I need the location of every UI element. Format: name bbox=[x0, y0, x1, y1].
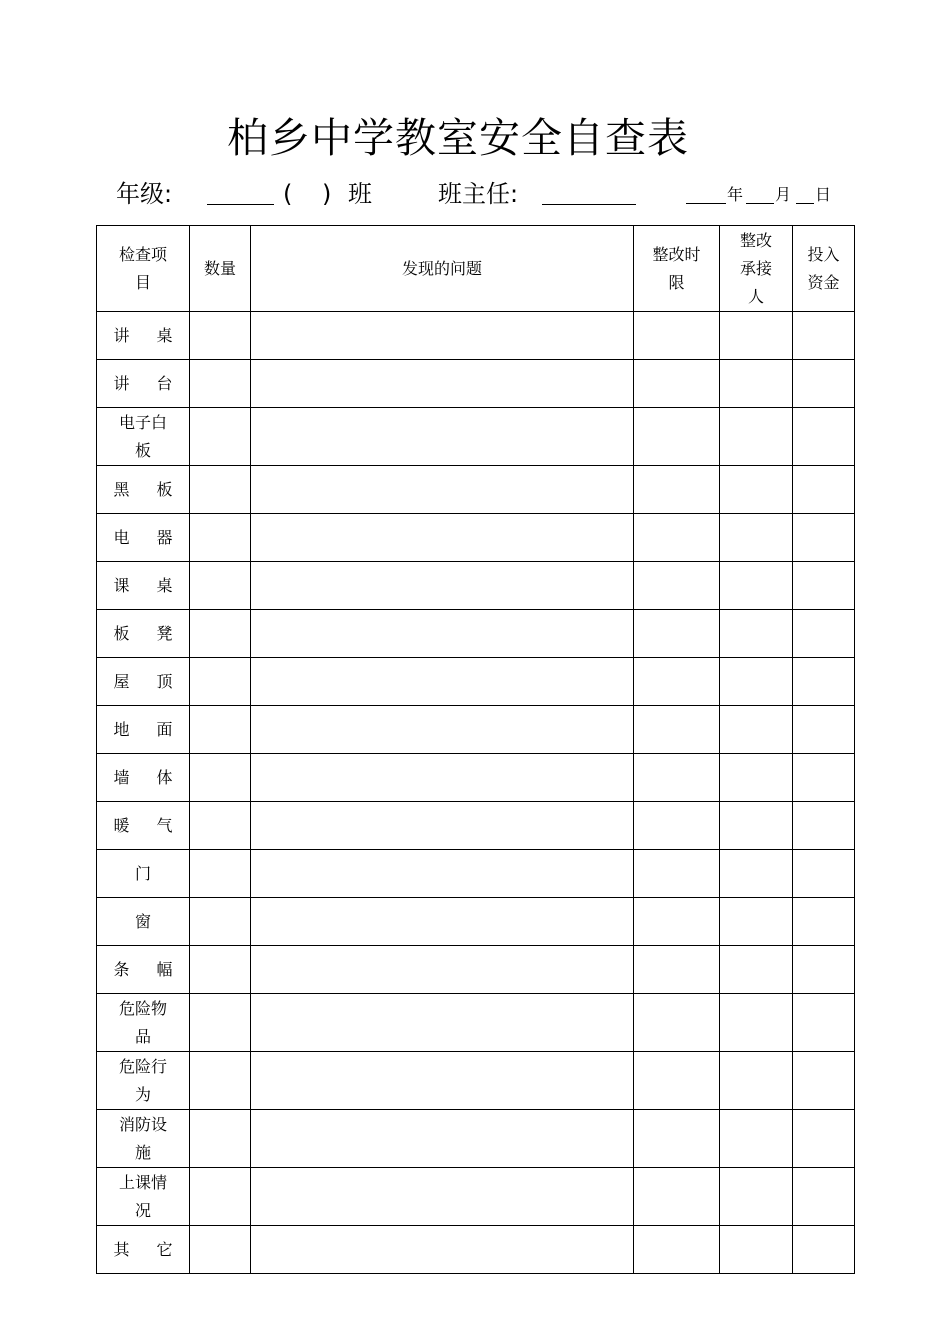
deadline-cell[interactable] bbox=[634, 898, 720, 946]
quantity-cell[interactable] bbox=[190, 850, 251, 898]
issues-cell[interactable] bbox=[251, 1226, 634, 1274]
row-item-cell bbox=[97, 1168, 190, 1226]
grade-label: 年级: bbox=[116, 180, 173, 208]
row-item-cell bbox=[97, 898, 190, 946]
deadline-cell[interactable] bbox=[634, 312, 720, 360]
teacher-blank[interactable] bbox=[542, 204, 636, 205]
column-header-funds: 投入资金 bbox=[793, 226, 855, 312]
issues-cell[interactable] bbox=[251, 898, 634, 946]
deadline-cell[interactable] bbox=[634, 706, 720, 754]
deadline-cell[interactable] bbox=[634, 754, 720, 802]
table-row bbox=[97, 706, 855, 754]
table-row bbox=[97, 802, 855, 850]
responsible-cell[interactable] bbox=[720, 1052, 793, 1110]
deadline-cell[interactable] bbox=[634, 408, 720, 466]
deadline-cell[interactable] bbox=[634, 466, 720, 514]
row-item-label: 讲 台 bbox=[113, 373, 173, 393]
table-row bbox=[97, 946, 855, 994]
row-item-cell bbox=[97, 408, 190, 466]
month-blank[interactable] bbox=[746, 203, 774, 204]
class-label: 班 bbox=[348, 180, 372, 208]
row-item-cell bbox=[97, 1110, 190, 1168]
row-item-label: 暖 气 bbox=[113, 815, 173, 835]
paren-close: ) bbox=[322, 180, 332, 208]
responsible-cell[interactable] bbox=[720, 754, 793, 802]
row-item-label: 讲 桌 bbox=[113, 325, 173, 345]
column-header-issues: 发现的问题 bbox=[251, 226, 634, 312]
year-label: 年 bbox=[727, 185, 744, 204]
row-item-label: 电 器 bbox=[113, 527, 173, 547]
issues-cell[interactable] bbox=[251, 1168, 634, 1226]
day-label: 日 bbox=[815, 185, 832, 204]
funds-cell[interactable] bbox=[793, 802, 855, 850]
issues-cell[interactable] bbox=[251, 994, 634, 1052]
issues-cell[interactable] bbox=[251, 408, 634, 466]
deadline-cell[interactable] bbox=[634, 802, 720, 850]
row-item-label: 墙 体 bbox=[113, 767, 173, 787]
row-item-label: 上课情况 bbox=[118, 1172, 167, 1220]
column-header-item: 检查项目 bbox=[97, 226, 190, 312]
responsible-cell[interactable] bbox=[720, 562, 793, 610]
row-item-cell bbox=[97, 754, 190, 802]
row-item-label: 消防设施 bbox=[118, 1114, 167, 1162]
funds-cell[interactable] bbox=[793, 898, 855, 946]
row-item-cell bbox=[97, 1226, 190, 1274]
responsible-cell[interactable] bbox=[720, 658, 793, 706]
month-label: 月 bbox=[775, 185, 792, 204]
row-item-label: 危险物品 bbox=[118, 998, 167, 1046]
responsible-cell[interactable] bbox=[720, 360, 793, 408]
responsible-cell[interactable] bbox=[720, 898, 793, 946]
row-item-cell bbox=[97, 1052, 190, 1110]
responsible-cell[interactable] bbox=[720, 946, 793, 994]
issues-cell[interactable] bbox=[251, 946, 634, 994]
deadline-cell[interactable] bbox=[634, 1168, 720, 1226]
funds-cell[interactable] bbox=[793, 562, 855, 610]
row-item-cell bbox=[97, 994, 190, 1052]
responsible-cell[interactable] bbox=[720, 802, 793, 850]
quantity-cell[interactable] bbox=[190, 706, 251, 754]
table-row bbox=[97, 312, 855, 360]
funds-cell[interactable] bbox=[793, 754, 855, 802]
day-blank[interactable] bbox=[796, 203, 814, 204]
table-header-row bbox=[97, 226, 855, 312]
table-row bbox=[97, 850, 855, 898]
issues-cell[interactable] bbox=[251, 658, 634, 706]
row-item-cell bbox=[97, 850, 190, 898]
funds-cell[interactable] bbox=[793, 466, 855, 514]
funds-cell[interactable] bbox=[793, 850, 855, 898]
funds-cell[interactable] bbox=[793, 1110, 855, 1168]
deadline-cell[interactable] bbox=[634, 1110, 720, 1168]
quantity-cell[interactable] bbox=[190, 360, 251, 408]
funds-cell[interactable] bbox=[793, 408, 855, 466]
row-item-label: 条 幅 bbox=[113, 959, 173, 979]
row-item-label: 课 桌 bbox=[113, 575, 173, 595]
table-row bbox=[97, 1226, 855, 1274]
quantity-cell[interactable] bbox=[190, 946, 251, 994]
row-item-cell bbox=[97, 360, 190, 408]
quantity-cell[interactable] bbox=[190, 466, 251, 514]
table-row bbox=[97, 994, 855, 1052]
quantity-cell[interactable] bbox=[190, 658, 251, 706]
quantity-cell[interactable] bbox=[190, 898, 251, 946]
issues-cell[interactable] bbox=[251, 754, 634, 802]
deadline-cell[interactable] bbox=[634, 946, 720, 994]
column-header-quantity: 数量 bbox=[190, 226, 251, 312]
responsible-cell[interactable] bbox=[720, 706, 793, 754]
issues-cell[interactable] bbox=[251, 514, 634, 562]
quantity-cell[interactable] bbox=[190, 1052, 251, 1110]
row-item-label: 窗 bbox=[134, 911, 151, 931]
quantity-cell[interactable] bbox=[190, 1226, 251, 1274]
issues-cell[interactable] bbox=[251, 562, 634, 610]
table-row bbox=[97, 360, 855, 408]
responsible-cell[interactable] bbox=[720, 1226, 793, 1274]
table-row bbox=[97, 610, 855, 658]
inspection-table-body bbox=[97, 226, 855, 1274]
responsible-cell[interactable] bbox=[720, 312, 793, 360]
issues-cell[interactable] bbox=[251, 466, 634, 514]
row-item-label: 地 面 bbox=[113, 719, 173, 739]
row-item-cell bbox=[97, 802, 190, 850]
quantity-cell[interactable] bbox=[190, 802, 251, 850]
funds-cell[interactable] bbox=[793, 706, 855, 754]
row-item-label: 电子白板 bbox=[118, 412, 167, 460]
funds-cell[interactable] bbox=[793, 1052, 855, 1110]
row-item-cell bbox=[97, 514, 190, 562]
issues-cell[interactable] bbox=[251, 610, 634, 658]
issues-cell[interactable] bbox=[251, 312, 634, 360]
table-row bbox=[97, 658, 855, 706]
responsible-cell[interactable] bbox=[720, 850, 793, 898]
quantity-cell[interactable] bbox=[190, 1168, 251, 1226]
table-row bbox=[97, 1052, 855, 1110]
table-row bbox=[97, 466, 855, 514]
quantity-cell[interactable] bbox=[190, 514, 251, 562]
row-item-cell bbox=[97, 562, 190, 610]
responsible-cell[interactable] bbox=[720, 466, 793, 514]
row-item-label: 门 bbox=[134, 863, 151, 883]
funds-cell[interactable] bbox=[793, 658, 855, 706]
issues-cell[interactable] bbox=[251, 850, 634, 898]
funds-cell[interactable] bbox=[793, 1168, 855, 1226]
row-item-cell bbox=[97, 610, 190, 658]
quantity-cell[interactable] bbox=[190, 610, 251, 658]
deadline-cell[interactable] bbox=[634, 1226, 720, 1274]
issues-cell[interactable] bbox=[251, 706, 634, 754]
responsible-cell[interactable] bbox=[720, 408, 793, 466]
quantity-cell[interactable] bbox=[190, 408, 251, 466]
column-header-responsible: 整改承接人 bbox=[720, 226, 793, 312]
funds-cell[interactable] bbox=[793, 312, 855, 360]
deadline-cell[interactable] bbox=[634, 514, 720, 562]
teacher-label: 班主任: bbox=[438, 180, 519, 208]
deadline-cell[interactable] bbox=[634, 562, 720, 610]
quantity-cell[interactable] bbox=[190, 754, 251, 802]
paren-open: ( bbox=[283, 180, 293, 208]
table-row bbox=[97, 754, 855, 802]
deadline-cell[interactable] bbox=[634, 850, 720, 898]
funds-cell[interactable] bbox=[793, 1226, 855, 1274]
deadline-cell[interactable] bbox=[634, 994, 720, 1052]
table-row bbox=[97, 1168, 855, 1226]
row-item-cell bbox=[97, 946, 190, 994]
quantity-cell[interactable] bbox=[190, 994, 251, 1052]
year-blank[interactable] bbox=[686, 203, 726, 204]
issues-cell[interactable] bbox=[251, 360, 634, 408]
responsible-cell[interactable] bbox=[720, 610, 793, 658]
quantity-cell[interactable] bbox=[190, 562, 251, 610]
column-header-deadline: 整改时限 bbox=[634, 226, 720, 312]
row-item-label: 板 凳 bbox=[113, 623, 173, 643]
table-row bbox=[97, 898, 855, 946]
responsible-cell[interactable] bbox=[720, 514, 793, 562]
row-item-cell bbox=[97, 658, 190, 706]
page-title: 柏乡中学教室安全自查表 bbox=[227, 114, 689, 162]
issues-cell[interactable] bbox=[251, 1052, 634, 1110]
row-item-label: 危险行为 bbox=[118, 1056, 167, 1104]
quantity-cell[interactable] bbox=[190, 1110, 251, 1168]
deadline-cell[interactable] bbox=[634, 658, 720, 706]
table-row bbox=[97, 514, 855, 562]
row-item-label: 黑 板 bbox=[113, 479, 173, 499]
row-item-label: 其 它 bbox=[113, 1239, 173, 1259]
row-item-label: 屋 顶 bbox=[113, 671, 173, 691]
row-item-cell bbox=[97, 706, 190, 754]
deadline-cell[interactable] bbox=[634, 360, 720, 408]
row-item-cell bbox=[97, 466, 190, 514]
table-row bbox=[97, 562, 855, 610]
issues-cell[interactable] bbox=[251, 1110, 634, 1168]
deadline-cell[interactable] bbox=[634, 1052, 720, 1110]
funds-cell[interactable] bbox=[793, 994, 855, 1052]
responsible-cell[interactable] bbox=[720, 1168, 793, 1226]
table-row bbox=[97, 1110, 855, 1168]
responsible-cell[interactable] bbox=[720, 1110, 793, 1168]
quantity-cell[interactable] bbox=[190, 312, 251, 360]
inspection-table bbox=[96, 225, 855, 1274]
funds-cell[interactable] bbox=[793, 946, 855, 994]
grade-blank[interactable] bbox=[207, 204, 274, 205]
funds-cell[interactable] bbox=[793, 514, 855, 562]
funds-cell[interactable] bbox=[793, 610, 855, 658]
table-row bbox=[97, 408, 855, 466]
funds-cell[interactable] bbox=[793, 360, 855, 408]
row-item-cell bbox=[97, 312, 190, 360]
deadline-cell[interactable] bbox=[634, 610, 720, 658]
issues-cell[interactable] bbox=[251, 802, 634, 850]
responsible-cell[interactable] bbox=[720, 994, 793, 1052]
